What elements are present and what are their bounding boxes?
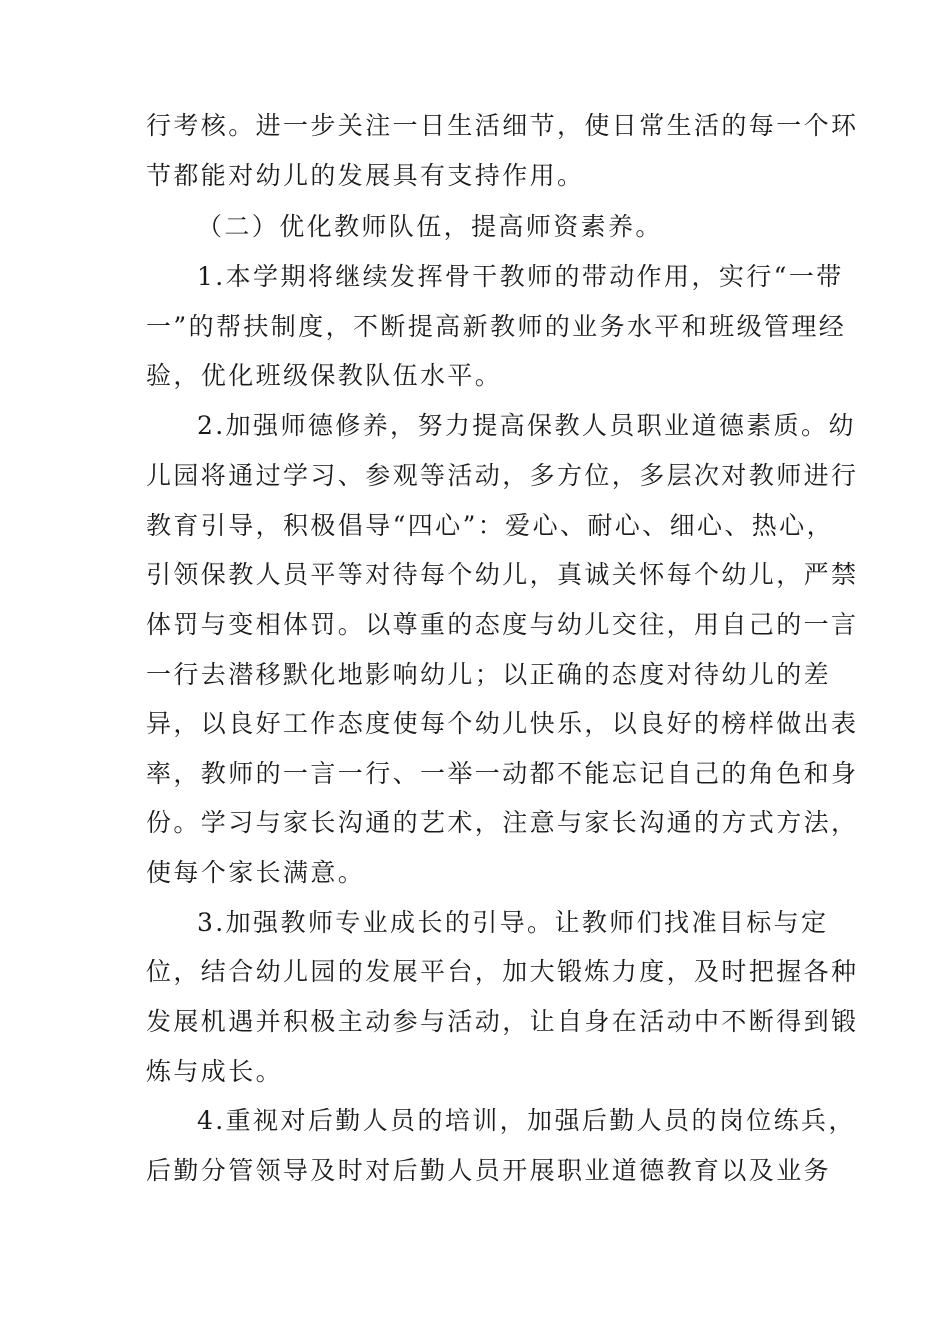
text-line: 体罚与变相体罚。以尊重的态度与幼儿交往，用自己的一言 xyxy=(146,610,859,639)
text-line: 引领保教人员平等对待每个幼儿，真诚关怀每个幼儿，严禁 xyxy=(146,560,859,589)
text-line: 后勤分管领导及时对后勤人员开展职业道德教育以及业务 xyxy=(146,1156,832,1185)
text-line: 行考核。进一步关注一日生活细节，使日常生活的每一个环 xyxy=(146,111,859,140)
text-line: 炼与成长。 xyxy=(146,1057,284,1086)
paragraph-start-line: 2.加强师德修养，努力提高保教人员职业道德素质。幼 xyxy=(197,411,856,440)
paragraph-start-line: 1.本学期将继续发挥骨干教师的带动作用，实行“一带 xyxy=(197,262,844,291)
text-line: 位，结合幼儿园的发展平台，加大锻炼力度，及时把握各种 xyxy=(146,957,859,986)
text-line: 发展机遇并积极主动参与活动，让自身在活动中不断得到锻 xyxy=(146,1007,859,1036)
section-heading: （二）优化教师队伍，提高师资素养。 xyxy=(197,212,663,241)
text-line: 一”的帮扶制度，不断提高新教师的业务水平和班级管理经 xyxy=(146,312,847,341)
paragraph-start-line: 4.重视对后勤人员的培训，加强后勤人员的岗位练兵， xyxy=(197,1106,856,1135)
text-line: 一行去潜移默化地影响幼儿；以正确的态度对待幼儿的差 xyxy=(146,660,832,689)
text-line: 使每个家长满意。 xyxy=(146,858,366,887)
text-line: 异，以良好工作态度使每个幼儿快乐，以良好的榜样做出表 xyxy=(146,709,859,738)
text-line: 份。学习与家长沟通的艺术，注意与家长沟通的方式方法， xyxy=(146,808,859,837)
text-line: 验，优化班级保教队伍水平。 xyxy=(146,361,503,390)
text-line: 儿园将通过学习、参观等活动，多方位，多层次对教师进行 xyxy=(146,461,859,490)
paragraph-start-line: 3.加强教师专业成长的引导。让教师们找准目标与定 xyxy=(197,908,829,937)
text-line: 率，教师的一言一行、一举一动都不能忘记自己的角色和身 xyxy=(146,759,859,788)
text-line: 教育引导，积极倡导“四心”：爱心、耐心、细心、热心， xyxy=(146,511,834,540)
text-line: 节都能对幼儿的发展具有支持作用。 xyxy=(146,161,585,190)
